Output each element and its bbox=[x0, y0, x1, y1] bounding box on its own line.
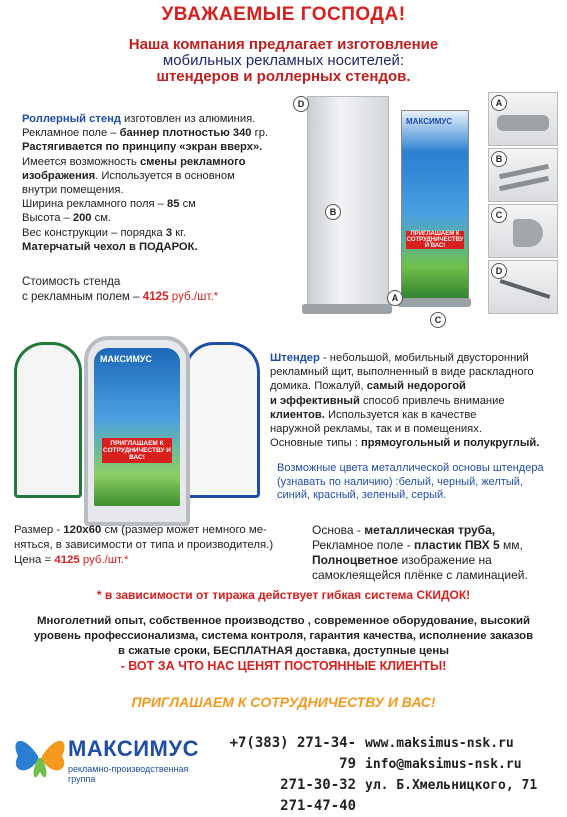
roller-line: гр. bbox=[251, 127, 269, 140]
label-b: B bbox=[325, 204, 341, 220]
green-frame bbox=[14, 342, 82, 498]
size-value: 120х60 bbox=[63, 524, 102, 536]
roller-line: изображения bbox=[22, 169, 96, 182]
roller-title: Роллерный стенд bbox=[22, 113, 121, 125]
roller-line: Растягивается по принципу «экран вверх». bbox=[22, 141, 263, 154]
shtender-line: домика. Пожалуй, bbox=[270, 380, 367, 393]
roller-line: Рекламное поле – bbox=[22, 127, 120, 140]
shtender-image bbox=[14, 336, 264, 526]
roller-line: Высота – bbox=[22, 212, 73, 225]
roller-line: Имеется возможность bbox=[22, 155, 140, 168]
detail-b-image bbox=[488, 148, 558, 202]
detail-c-image bbox=[488, 204, 558, 258]
shtender-line: Используется как в качестве bbox=[324, 408, 477, 421]
discount-note: * в зависимости от тиража действует гибкая система СКИДОК! bbox=[96, 588, 471, 602]
shtender-line: способ привлечь внимание bbox=[359, 394, 505, 407]
benefits-line: уровень профессионализма, система контроля, гарантия качества, исполнение заказов bbox=[33, 630, 534, 642]
benefits-slogan: - ВОТ ЗА ЧТО НАС ЦЕНЯТ ПОСТОЯННЫЕ КЛИЕНТЫ! bbox=[120, 659, 447, 673]
base-line: металлическая труба, bbox=[364, 523, 496, 537]
roller-line: 85 bbox=[167, 198, 180, 211]
roller-stand-image bbox=[297, 96, 477, 330]
page-title: УВАЖАЕМЫЕ ГОСПОДА! bbox=[161, 4, 406, 25]
roller-stand-back bbox=[307, 96, 389, 308]
detail-d-shape bbox=[500, 279, 551, 299]
detail-d-image bbox=[488, 260, 558, 314]
roller-line: смены рекламного bbox=[139, 155, 246, 168]
roller-line: 3 bbox=[165, 226, 173, 239]
subtitle-line-3: штендеров и роллерных стендов. bbox=[156, 68, 411, 85]
base-line: Основа - bbox=[312, 523, 365, 537]
price-label: Стоимость стенда bbox=[22, 275, 121, 288]
invite-banner: ПРИГЛАШАЕМ К СОТРУДНИЧЕСТВУ И ВАС! bbox=[131, 694, 436, 710]
colors-line: Возможные цвета металлической основы штендера bbox=[277, 462, 544, 474]
banner-brand: МАКСИМУС bbox=[406, 117, 453, 126]
price-label: с рекламным полем – bbox=[22, 290, 143, 303]
roller-banner bbox=[401, 110, 469, 302]
address: ул. Б.Хмельницкого, 71 bbox=[365, 778, 538, 793]
label-a: A bbox=[387, 290, 403, 306]
shtender-base bbox=[312, 523, 564, 583]
banner-invite: ПРИГЛАШАЕМ К СОТРУДНИЧЕСТВУ И ВАС! bbox=[406, 231, 464, 249]
phones bbox=[216, 733, 356, 817]
detail-a-shape bbox=[497, 115, 549, 131]
shtender-size bbox=[14, 523, 304, 568]
roller-description bbox=[22, 112, 292, 254]
roller-line: изготовлен из алюминия. bbox=[120, 113, 256, 125]
price-value: 4125 bbox=[142, 290, 169, 303]
benefits-text bbox=[6, 614, 561, 674]
label-c: C bbox=[491, 207, 507, 223]
roller-banner-base bbox=[397, 298, 471, 307]
roller-line: см. bbox=[91, 212, 112, 225]
price-label: Цена = bbox=[14, 554, 55, 566]
base-line: пластик ПВХ 5 bbox=[414, 538, 500, 552]
size-line: см (размер может немного ме- bbox=[101, 524, 267, 536]
roller-line: баннер плотностью 340 bbox=[119, 127, 252, 140]
shtender-description bbox=[270, 351, 562, 450]
base-line: самоклеящейся плёнке с ламинацией. bbox=[312, 568, 528, 582]
label-c: C bbox=[430, 312, 446, 328]
detail-c-shape bbox=[513, 219, 543, 247]
price-unit: руб./шт.* bbox=[79, 554, 129, 566]
butterfly-logo-icon bbox=[8, 722, 72, 786]
roller-line: Ширина рекламного поля – bbox=[22, 198, 168, 211]
shtender-line: клиентов. bbox=[270, 408, 325, 421]
subtitle-line-2: мобильных рекламных носителей: bbox=[162, 52, 405, 69]
roller-price bbox=[22, 274, 292, 304]
phone-1: +7(383) 271-34-79 bbox=[229, 735, 356, 772]
frame-colors bbox=[277, 462, 563, 503]
size-line: Размер - bbox=[14, 524, 64, 536]
price-unit: руб./шт.* bbox=[168, 290, 219, 303]
shtender-line: рекламный щит, выполненный в виде раскладного bbox=[270, 366, 534, 379]
grey-frame bbox=[84, 336, 190, 526]
shtender-line: Основные типы : bbox=[270, 437, 361, 450]
label-d: D bbox=[293, 96, 309, 112]
detail-b-pole bbox=[499, 176, 549, 191]
benefits-line: Многолетний опыт, собственное производство , современное оборудование, высокий bbox=[37, 615, 530, 627]
poster-invite: ПРИГЛАШАЕМ К СОТРУДНИЧЕСТВУ И ВАС! bbox=[103, 440, 171, 461]
base-line: изображение на bbox=[398, 553, 492, 567]
phone-3: 271-47-40 bbox=[280, 798, 356, 814]
base-line: мм, bbox=[499, 538, 523, 552]
base-line: Полноцветное bbox=[312, 553, 399, 567]
roller-line: кг. bbox=[172, 226, 186, 239]
blue-frame bbox=[184, 342, 260, 498]
label-a: A bbox=[491, 95, 507, 111]
label-d: D bbox=[491, 263, 507, 279]
website-link[interactable]: www.maksimus-nsk.ru bbox=[365, 736, 514, 751]
size-line: няться, в зависимости от типа и производителя.) bbox=[14, 539, 274, 551]
logo-name: МАКСИМУС bbox=[68, 736, 199, 761]
logo-subtitle: рекламно-производственная группа bbox=[68, 764, 189, 784]
shtender-line: самый недорогой bbox=[366, 380, 466, 393]
benefits-line: в сжатые сроки, БЕСПЛАТНАЯ доставка, доступные цены bbox=[118, 645, 449, 657]
shtender-poster bbox=[94, 348, 180, 506]
roller-line: ПОДАРОК. bbox=[138, 240, 198, 253]
roller-line: 200 bbox=[72, 212, 92, 225]
detail-a-image bbox=[488, 92, 558, 146]
phone-2: 271-30-32 bbox=[280, 777, 356, 793]
shtender-line: наружной рекламы, так и в помещениях. bbox=[270, 423, 482, 436]
roller-stand-base bbox=[302, 304, 392, 314]
shtender-types: прямоугольный и полукруглый. bbox=[361, 437, 540, 450]
shtender-line: и эффективный bbox=[270, 394, 360, 407]
roller-line: Вес конструкции – порядка bbox=[22, 226, 166, 239]
roller-line: Матерчатый чехол в bbox=[22, 240, 139, 253]
base-line: Рекламное поле - bbox=[312, 538, 415, 552]
poster-brand: МАКСИМУС bbox=[100, 354, 152, 364]
roller-line: . Используется в основном bbox=[95, 169, 235, 182]
roller-line: внутри помещения. bbox=[22, 184, 124, 197]
email-link[interactable]: info@maksimus-nsk.ru bbox=[365, 757, 522, 772]
company-logo bbox=[8, 722, 208, 792]
label-b: B bbox=[491, 151, 507, 167]
shtender-line: - небольшой, мобильный двусторонний bbox=[319, 352, 529, 364]
price-value: 4125 bbox=[54, 554, 80, 566]
roller-line: см bbox=[179, 198, 196, 211]
subtitle-line-1: Наша компания предлагает изготовление bbox=[128, 36, 439, 53]
shtender-title: Штендер bbox=[270, 352, 320, 364]
colors-line: синий, красный, зеленый, серый. bbox=[277, 489, 447, 501]
colors-line: (узнавать по наличию) :белый, черный, желтый, bbox=[277, 475, 523, 488]
contacts bbox=[365, 733, 563, 796]
